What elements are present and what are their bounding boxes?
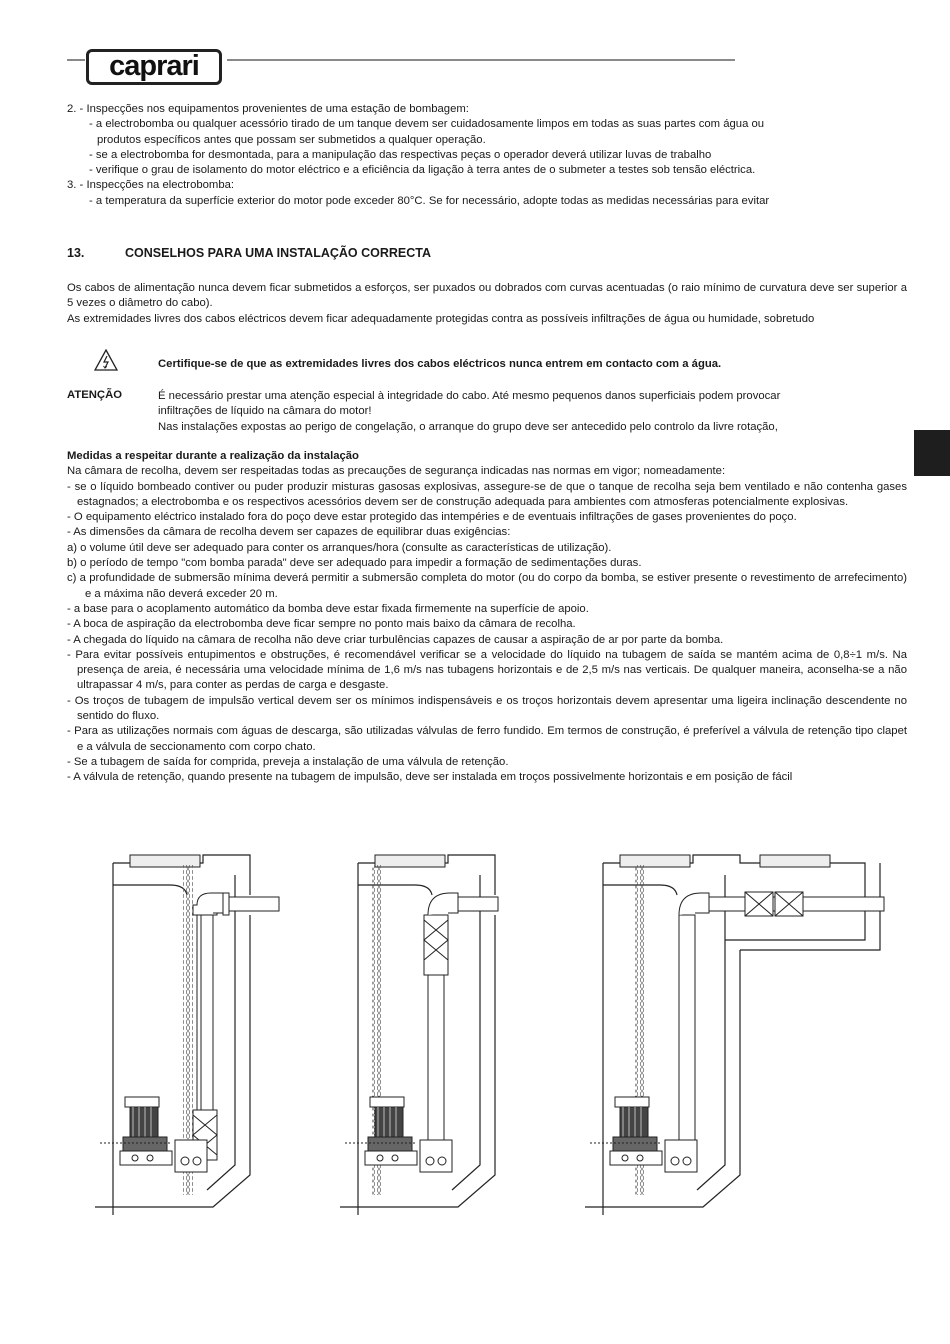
insp-line: - se a electrobomba for desmontada, para a manipulação das respectivas peças o operador deverá utilizar luvas de trabalho xyxy=(89,148,712,161)
insp-line: 3. - Inspecções na electrobomba: xyxy=(67,179,235,192)
inspections-block xyxy=(67,102,907,209)
measures-intro: Na câmara de recolha, devem ser respeitadas todas as precauções de segurança indicadas nas normas em vigor; nomeadamente: xyxy=(67,465,726,478)
measure-item: b) o período de tempo "com bomba parada" deve ser adequado para impedir a formação de sedimentações duras. xyxy=(67,557,642,570)
attention-line: infiltrações de líquido na câmara do motor! xyxy=(158,405,372,418)
section-title: CONSELHOS PARA UMA INSTALAÇÃO CORRECTA xyxy=(125,246,432,260)
measures-list xyxy=(67,480,907,786)
measure-item: - Se a tubagem de saída for comprida, preveja a instalação de uma válvula de retenção. xyxy=(67,755,509,768)
measure-item: - se o líquido bombeado contiver ou puder produzir misturas gasosas explosivas, assegure-se de que o tanque de recolha seja bem ventilado e não contenha gases estagnados; a electrobomba e os respectivos acessórios devem ser de construção adequada para ambientes com atmosferas potencialmente explosivas. xyxy=(67,480,907,508)
measures-title: Medidas a respeitar durante a realização da instalação xyxy=(67,450,359,462)
caprari-logo: caprari xyxy=(86,49,222,85)
insp-line: 2. - Inspecções nos equipamentos provenientes de uma estação de bombagem: xyxy=(67,103,469,115)
attention-text xyxy=(158,389,878,435)
attention-line: Nas instalações expostas ao perigo de congelação, o arranque do grupo deve ser antecedido pelo controlo da livre rotação, xyxy=(158,420,778,433)
measure-item: - Para evitar possíveis entupimentos e obstruções, é recomendável verificar se a velocidade do líquido na tubagem de saída se mantém acima de 0,8÷1 m/s. Na presença de areia, é necessária uma velocidade mínima de 1,6 m/s nas tubagens horizontais e de 2,5 m/s nas verticais. De qualquer maneira, aconselha-se a não ultrapassar 4 m/s, para conter as perdas de carga e desgaste. xyxy=(67,648,907,692)
warning-text: Certifique-se de que as extremidades livres dos cabos eléctricos nunca entrem em contacto com a água. xyxy=(158,358,722,370)
insp-line: - a electrobomba ou qualquer acessório tirado de um tanque devem ser cuidadosamente limpos em todas as suas partes com água ou xyxy=(89,118,765,131)
insp-line: produtos específicos antes que possam ser submetidos a qualquer operação. xyxy=(97,133,486,146)
attention-label: ATENÇÃO xyxy=(67,389,123,401)
cables-block xyxy=(67,281,907,327)
language-tab-marker xyxy=(914,430,950,476)
electric-hazard-icon xyxy=(94,349,118,371)
header-line-right xyxy=(227,59,735,61)
measure-item: - Para as utilizações normais com águas de descarga, são utilizadas válvulas de ferro fundido. Em termos de construção, é preferível a válvula de retenção tipo clapet e a válvula de seccionamento com corpo chato. xyxy=(67,725,907,753)
measure-item: c) a profundidade de submersão mínima deverá permitir a submersão completa do motor (ou do corpo da bomba, se estiver presente o revestimento de arrefecimento) e a máxima não deverá exceder 20 m. xyxy=(67,572,907,600)
measure-item: - As dimensões da câmara de recolha devem ser capazes de equilibrar duas exigências: xyxy=(67,526,511,539)
header-line-left xyxy=(67,59,85,61)
figure-2 xyxy=(340,855,498,1215)
insp-line: - a temperatura da superfície exterior do motor pode exceder 80°C. Se for necessário, adopte todas as medidas necessárias para evitar xyxy=(89,194,770,207)
installation-figures xyxy=(95,845,895,1230)
attention-line: É necessário prestar uma atenção especial à integridade do cabo. Até mesmo pequenos danos superficiais podem provocar xyxy=(158,390,781,402)
measure-item: - Os troços de tubagem de impulsão vertical devem ser os mínimos indispensáveis e os troços horizontais devem apresentar uma ligeira inclinação descendente no sentido do fluxo. xyxy=(67,694,907,723)
insp-line: - verifique o grau de isolamento do motor eléctrico e a eficiência da ligação à terra antes de o submeter a testes sob tensão eléctrica. xyxy=(89,164,756,177)
measure-item: - A boca de aspiração da electrobomba deve ficar sempre no ponto mais baixo da câmara de recolha. xyxy=(67,618,576,631)
measure-item: a) o volume útil deve ser adequado para conter os arranques/hora (consulte as características de utilização). xyxy=(67,541,612,554)
figure-1 xyxy=(95,855,279,1215)
measure-item: - O equipamento eléctrico instalado fora do poço deve estar protegido das intempéries e de eventuais infiltrações de gases provenientes do poço. xyxy=(67,511,797,524)
cables-para: As extremidades livres dos cabos eléctricos devem ficar adequadamente protegidas contra as possíveis infiltrações de água ou humidade, sobretudo xyxy=(67,312,815,325)
measure-item: - a base para o acoplamento automático da bomba deve estar fixada firmemente na superfície de apoio. xyxy=(67,602,589,615)
cables-para: Os cabos de alimentação nunca devem ficar submetidos a esforços, ser puxados ou dobrados com curvas acentuadas (o raio mínimo de curvatura deve ser superior a 5 vezes o diâmetro do cabo). xyxy=(67,282,907,310)
figure-3 xyxy=(585,855,884,1215)
measure-item: - A chegada do líquido na câmara de recolha não deve criar turbulências capazes de causar a aspiração de ar por parte da bomba. xyxy=(67,633,724,646)
section-heading xyxy=(67,246,431,260)
section-number: 13. xyxy=(67,246,85,260)
measure-item: - A válvula de retenção, quando presente na tubagem de impulsão, deve ser instalada em troços possivelmente horizontais e em posição de fácil xyxy=(67,771,793,784)
measures-block xyxy=(67,449,907,786)
